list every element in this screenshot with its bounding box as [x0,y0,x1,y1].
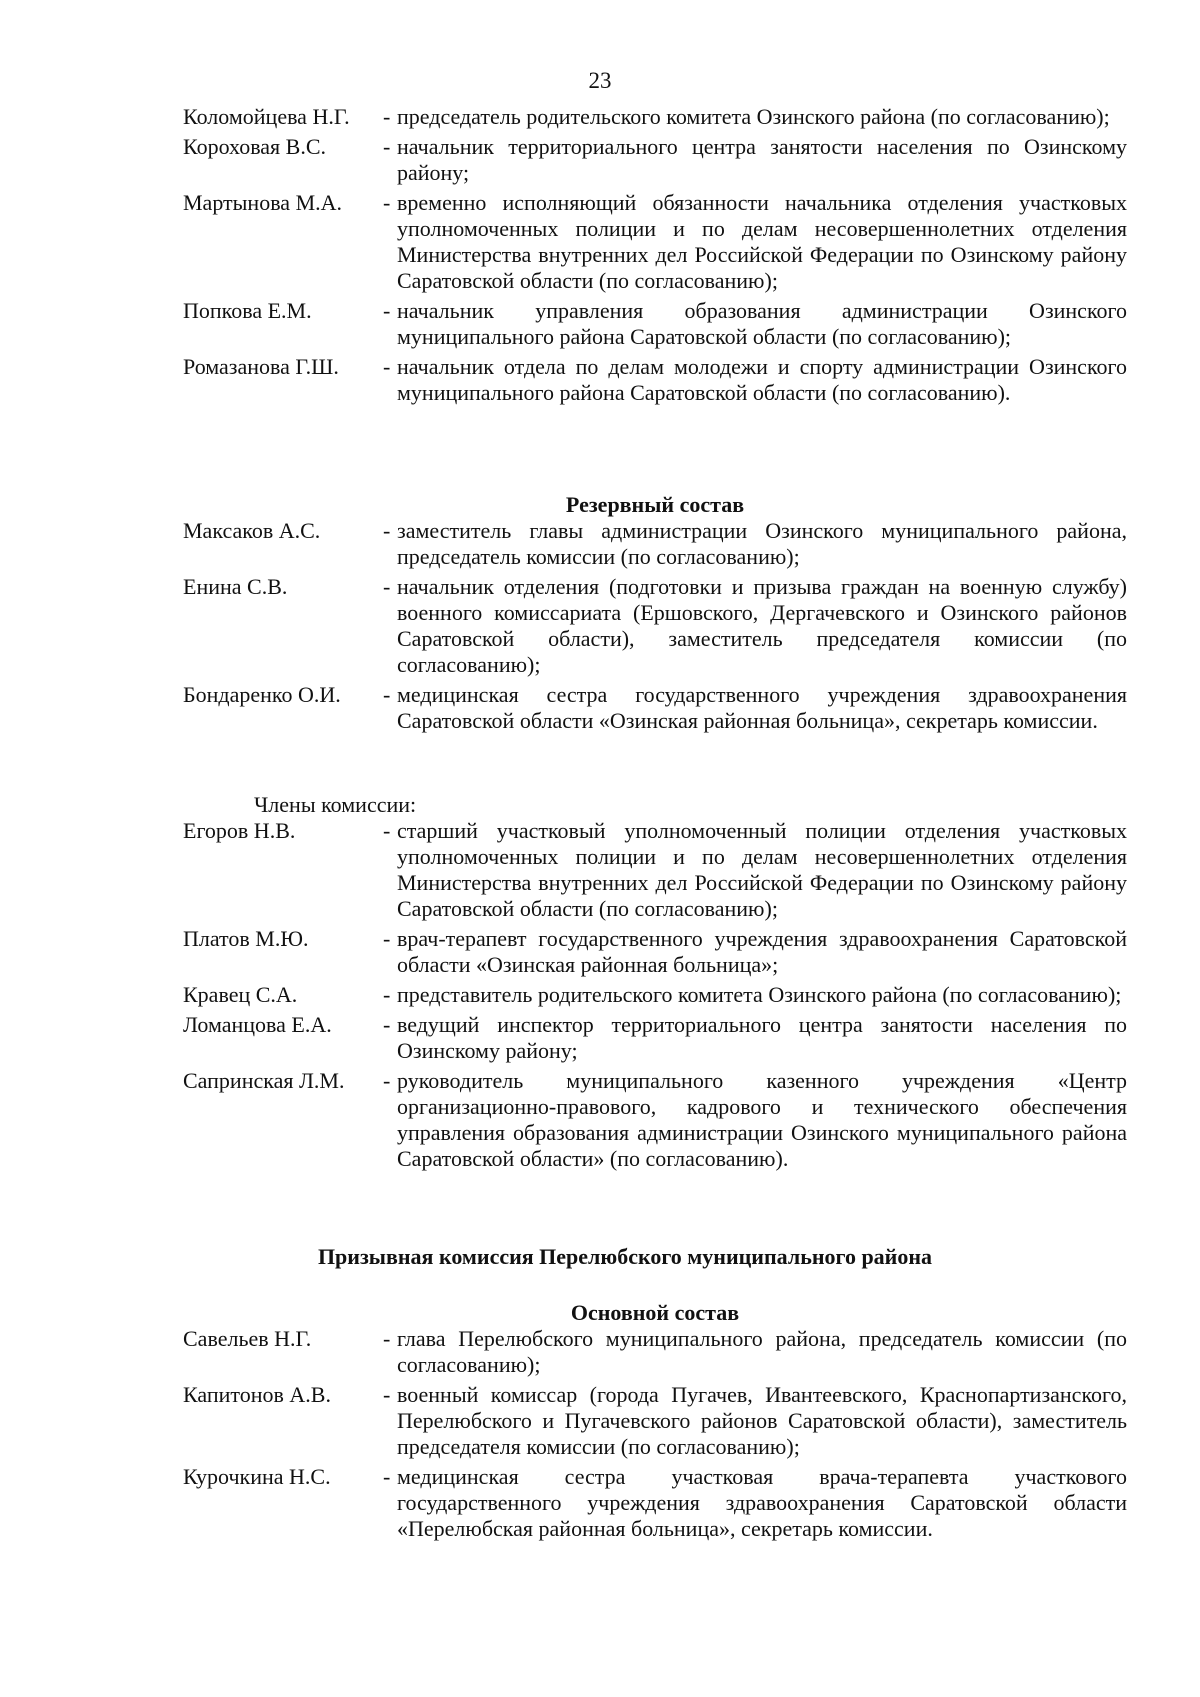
dash: - [383,982,391,1007]
member-name: Енина С.В. [183,574,288,599]
member-name: Коломойцева Н.Г. [183,104,350,129]
perelyub-main [0,1300,1200,1546]
member-position: заместитель главы администрации Озинского муниципального района, председатель комиссии (по согласованию); [397,518,1127,569]
member-position: начальник отделения (подготовки и призыва граждан на военную службу) военного комиссариата (Ершовского, Дергачевского и Озинского районов Саратовской области), заместитель председателя комиссии (по согласованию); [397,574,1127,677]
dash: - [383,574,391,599]
ozinsky-reserve [0,492,1200,738]
ozinsky-reserve-members [0,792,1200,1176]
member-entry [0,1012,1200,1064]
member-position: временно исполняющий обязанности начальника отделения участковых уполномоченных полиции и по делам несовершеннолетних отделения Министерства внутренних дел Российской Федерации по Озинскому району Саратовской области (по согласованию); [397,190,1127,293]
commission-title: Призывная комиссия Перелюбского муниципального района [317,1244,933,1269]
perelyub-commission [0,1244,1200,1270]
dash: - [383,818,391,843]
dash: - [383,1068,391,1093]
member-name: Платов М.Ю. [183,926,309,951]
member-name: Короховая В.С. [183,134,327,159]
section-heading-reserve: Резервный состав [565,492,745,517]
member-position: военный комиссар (города Пугачев, Ивантеевского, Краснопартизанского, Перелюбского и Пугачевского районов Саратовской области), заместитель председателя комиссии (по согласованию); [397,1382,1127,1459]
member-position: глава Перелюбского муниципального района, председатель комиссии (по согласованию); [397,1326,1127,1377]
member-name: Капитонов А.В. [183,1382,331,1407]
page-number: 23 [588,68,612,93]
dash: - [383,926,391,951]
member-name: Савельев Н.Г. [183,1326,312,1351]
member-name: Ромазанова Г.Ш. [183,354,339,379]
dash: - [383,298,391,323]
section-heading-main: Основной состав [570,1300,740,1325]
member-name: Мартынова М.А. [183,190,343,215]
dash: - [383,1382,391,1407]
member-position: начальник территориального центра занятости населения по Озинскому району; [397,134,1127,185]
member-entry [0,682,1200,734]
member-name: Сапринская Л.М. [183,1068,345,1093]
member-position: начальник управления образования администрации Озинского муниципального района Саратовской области (по согласованию); [397,298,1127,349]
member-name: Кравец С.А. [183,982,298,1007]
member-name: Егоров Н.В. [183,818,296,843]
member-entry [0,134,1200,186]
member-entry [0,818,1200,922]
member-entry [0,1464,1200,1542]
member-entry [0,982,1200,1008]
member-name: Ломанцова Е.А. [183,1012,332,1037]
member-entry [0,354,1200,406]
member-entry [0,1326,1200,1378]
member-name: Бондаренко О.И. [183,682,341,707]
dash: - [383,104,391,129]
member-entry [0,518,1200,570]
member-position: старший участковый уполномоченный полиции отделения участковых уполномоченных полиции и по делам несовершеннолетних отделения Министерства внутренних дел Российской Федерации по Озинскому району Саратовской области (по согласованию); [397,818,1127,921]
member-name: Попкова Е.М. [183,298,312,323]
member-entry [0,104,1200,130]
dash: - [383,354,391,379]
member-position: медицинская сестра государственного учреждения здравоохранения Саратовской области «Озинская районная больница», секретарь комиссии. [397,682,1127,733]
dash: - [383,682,391,707]
dash: - [383,518,391,543]
member-entry [0,298,1200,350]
member-entry [0,574,1200,678]
member-entry [0,1068,1200,1172]
member-name: Максаков А.С. [183,518,321,543]
member-position: врач-терапевт государственного учреждения здравоохранения Саратовской области «Озинская районная больница»; [397,926,1127,977]
member-position: ведущий инспектор территориального центра занятости населения по Озинскому району; [397,1012,1127,1063]
member-position: медицинская сестра участковая врача-терапевта участкового государственного учреждения здравоохранения Саратовской области «Перелюбская районная больница», секретарь комиссии. [397,1464,1127,1541]
member-entry [0,190,1200,294]
ozinsky-main-continued [0,104,1200,410]
member-position: представитель родительского комитета Озинского района (по согласованию); [397,982,1122,1007]
member-position: начальник отдела по делам молодежи и спорту администрации Озинского муниципального района Саратовской области (по согласованию). [397,354,1127,405]
dash: - [383,1012,391,1037]
member-entry [0,1382,1200,1460]
dash: - [383,190,391,215]
member-name: Курочкина Н.С. [183,1464,331,1489]
dash: - [383,134,391,159]
members-label: Члены комиссии: [254,792,417,817]
dash: - [383,1464,391,1489]
member-position: председатель родительского комитета Озинского района (по согласованию); [397,104,1110,129]
member-position: руководитель муниципального казенного учреждения «Центр организационно-правового, кадрового и технического обеспечения управления образования администрации Озинского муниципального района Саратовской области» (по согласованию). [397,1068,1127,1171]
member-entry [0,926,1200,978]
dash: - [383,1326,391,1351]
